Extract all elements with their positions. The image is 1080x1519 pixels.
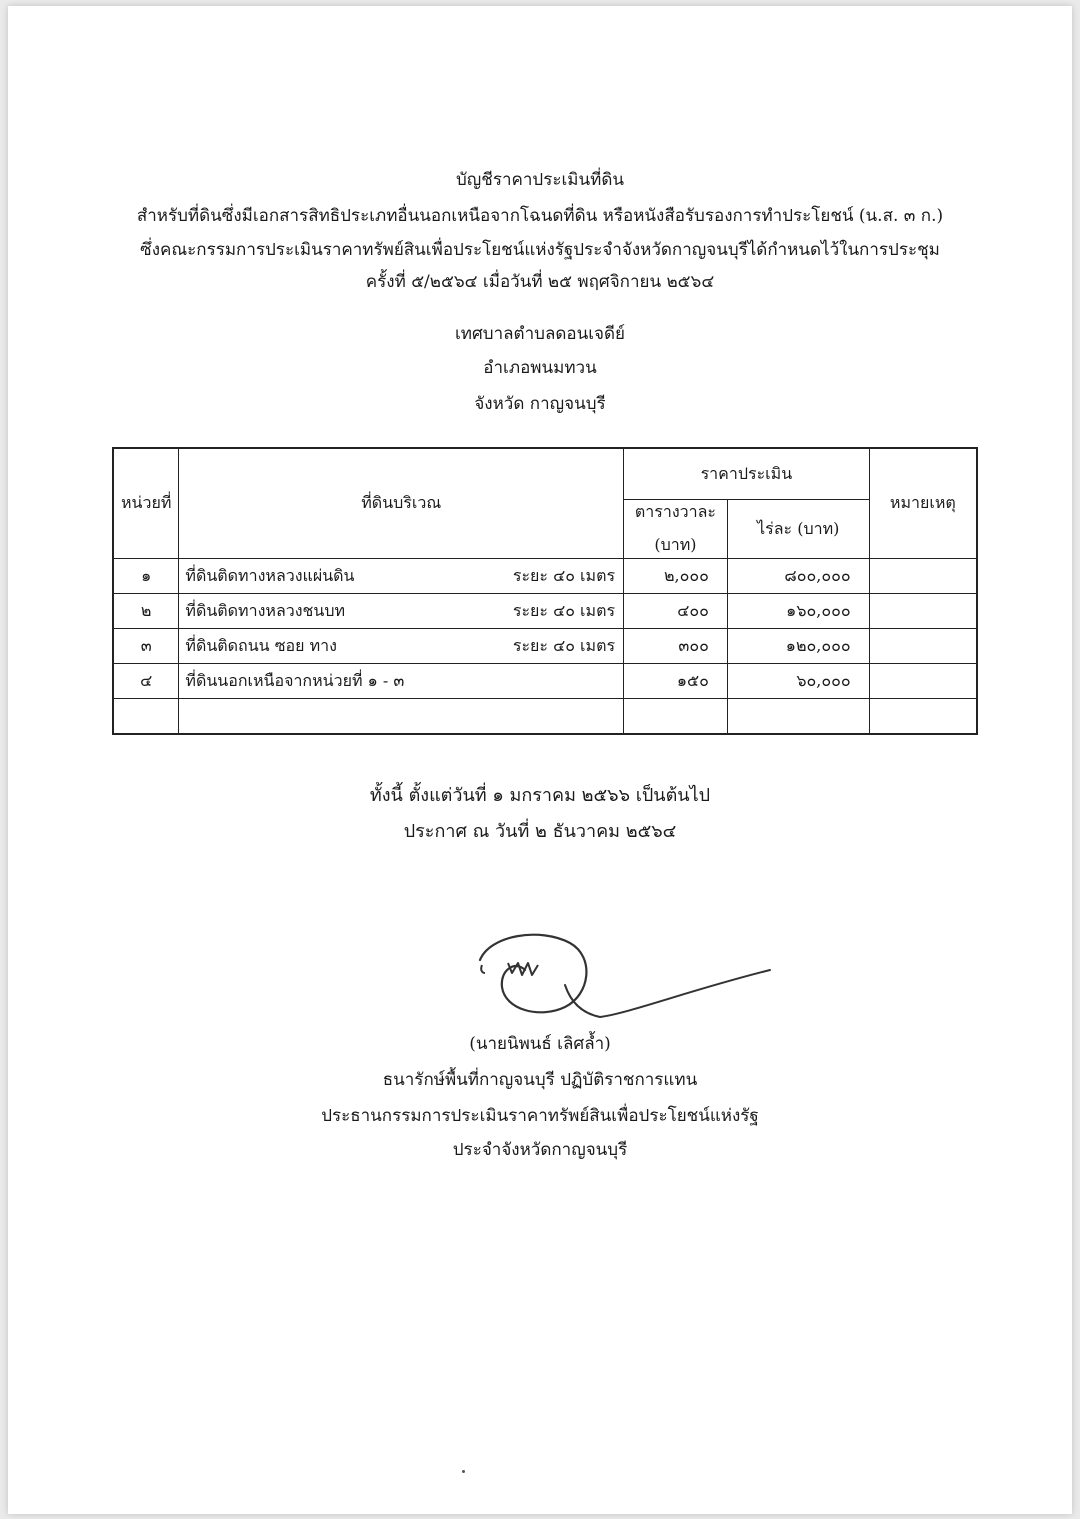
land-name: ที่ดินติดถนน ซอย ทาง [185, 635, 337, 655]
document-title: บัญชีราคาประเมินที่ดิน [456, 170, 624, 190]
document-page [8, 6, 1072, 1514]
document-subtitle: สำหรับที่ดินซึ่งมีเอกสารสิทธิประเภทอื่นนอกเหนือจากโฉนดที่ดิน หรือหนังสือรับรองการทำประโยชน์ (น.ส. ๓ ก.) [136, 206, 944, 226]
table-row [113, 594, 977, 629]
land-cell [179, 664, 624, 699]
unit-cell: ๒ [113, 594, 179, 629]
empty-cell [727, 699, 869, 735]
document-subtitle-2: ซึ่งคณะกรรมการประเมินราคาทรัพย์สินเพื่อประโยชน์แห่งรัฐประจำจังหวัดกาญจนบุรีได้กำหนดไว้ในการประชุม [140, 240, 940, 260]
header-rai: ไร่ละ (บาท) [727, 500, 869, 559]
empty-cell [624, 699, 728, 735]
sqwa-cell: ๒,๐๐๐ [624, 559, 728, 594]
land-distance: ระยะ ๔๐ เมตร [512, 600, 616, 620]
remark-cell [869, 664, 977, 699]
effective-date: ทั้งนี้ ตั้งแต่วันที่ ๑ มกราคม ๒๕๖๖ เป็นต้นไป [369, 785, 711, 806]
rai-cell: ๖๐,๐๐๐ [727, 664, 869, 699]
rai-cell: ๑๖๐,๐๐๐ [727, 594, 869, 629]
land-name: ที่ดินติดทางหลวงแผ่นดิน [185, 565, 355, 585]
price-table [112, 447, 978, 735]
land-cell [179, 559, 624, 594]
province: จังหวัด กาญจนบุรี [474, 394, 606, 414]
land-cell [179, 594, 624, 629]
land-name: ที่ดินติดทางหลวงชนบท [185, 600, 346, 620]
meeting-info: ครั้งที่ ๕/๒๕๖๔ เมื่อวันที่ ๒๕ พฤศจิกายน ๒๕๖๔ [365, 272, 715, 292]
rai-cell: ๑๒๐,๐๐๐ [727, 629, 869, 664]
table-row-empty [113, 699, 977, 735]
land-distance: ระยะ ๔๐ เมตร [512, 565, 616, 585]
header-sqwa-line1: ตารางวาละ [634, 502, 717, 521]
header-sqwa-line2: (บาท) [654, 535, 697, 554]
table-row [113, 664, 977, 699]
empty-cell [113, 699, 179, 735]
district: อำเภอพนมทวน [483, 358, 597, 378]
signer-title-1: ธนารักษ์พื้นที่กาญจนบุรี ปฏิบัติราชการแทน [382, 1070, 698, 1090]
header-unit: หน่วยที่ [113, 448, 179, 559]
table-row [113, 629, 977, 664]
municipality: เทศบาลตำบลดอนเจดีย์ [455, 324, 625, 344]
table-row [113, 559, 977, 594]
remark-cell [869, 559, 977, 594]
sqwa-cell: ๔๐๐ [624, 594, 728, 629]
page-dot [462, 1470, 465, 1473]
empty-cell [869, 699, 977, 735]
signer-title-3: ประจำจังหวัดกาญจนบุรี [452, 1140, 628, 1160]
signer-name: (นายนิพนธ์ เลิศล้ำ) [469, 1034, 611, 1054]
unit-cell: ๔ [113, 664, 179, 699]
header-sqwa [624, 500, 728, 559]
announcement-date: ประกาศ ณ วันที่ ๒ ธันวาคม ๒๕๖๔ [403, 821, 677, 842]
unit-cell: ๓ [113, 629, 179, 664]
land-cell [179, 629, 624, 664]
signature-image [470, 925, 790, 1035]
empty-cell [179, 699, 624, 735]
remark-cell [869, 629, 977, 664]
rai-cell: ๘๐๐,๐๐๐ [727, 559, 869, 594]
sqwa-cell: ๓๐๐ [624, 629, 728, 664]
header-land: ที่ดินบริเวณ [179, 448, 624, 559]
unit-cell: ๑ [113, 559, 179, 594]
header-price-group: ราคาประเมิน [624, 448, 870, 500]
land-distance: ระยะ ๔๐ เมตร [512, 635, 616, 655]
remark-cell [869, 594, 977, 629]
header-remark: หมายเหตุ [869, 448, 977, 559]
sqwa-cell: ๑๕๐ [624, 664, 728, 699]
land-name: ที่ดินนอกเหนือจากหน่วยที่ ๑ - ๓ [185, 670, 405, 690]
signer-title-2: ประธานกรรมการประเมินราคาทรัพย์สินเพื่อประโยชน์แห่งรัฐ [321, 1106, 759, 1126]
